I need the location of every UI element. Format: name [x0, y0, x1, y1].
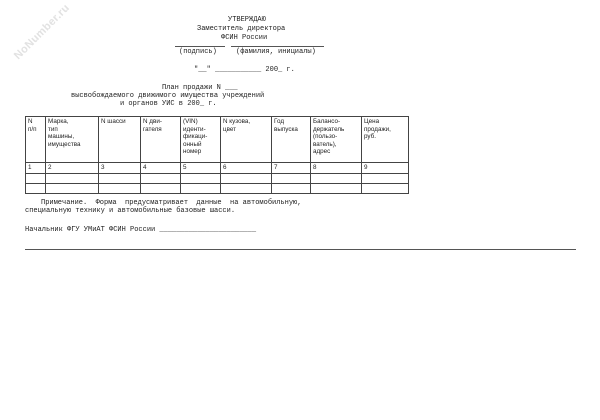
- number-cell: 3: [99, 163, 141, 174]
- table-row: [26, 173, 409, 183]
- table-cell: [221, 173, 272, 183]
- table-number-row: [26, 163, 409, 174]
- table-cell: [362, 173, 409, 183]
- plan-subtitle-2: и органов УИС в 200_ г.: [120, 100, 217, 108]
- table-cell: [99, 183, 141, 193]
- plan-subtitle: высвобождаемого движимого имущества учреждений: [71, 92, 265, 100]
- table-cell: [362, 183, 409, 193]
- header-cell: (VIN) иденти- фикаци- онный номер: [181, 117, 221, 163]
- plan-title: План продажи N ___: [162, 84, 238, 92]
- table-cell: [141, 183, 181, 193]
- note-line-1: Примечание. Форма предусматривает данные на автомобильную,: [41, 199, 302, 207]
- name-caption: (фамилия, инициалы): [236, 48, 316, 56]
- number-cell: 4: [141, 163, 181, 174]
- name-line: [231, 46, 324, 47]
- watermark: NoNumber.ru: [11, 1, 73, 63]
- table-header-row: [26, 117, 409, 163]
- approval-date: "__" ___________ 200_ г.: [194, 66, 295, 74]
- signer-line: Начальник ФГУ УМиАТ ФСИН России _______________________: [25, 226, 257, 234]
- table-cell: [99, 173, 141, 183]
- number-cell: 5: [181, 163, 221, 174]
- table-row: [26, 183, 409, 193]
- table-cell: [26, 173, 46, 183]
- number-cell: 2: [46, 163, 99, 174]
- header-cell: Цена продажи, руб.: [362, 117, 409, 163]
- table-cell: [311, 173, 362, 183]
- page-divider: [25, 249, 576, 250]
- header-cell: N кузова, цвет: [221, 117, 272, 163]
- table-cell: [272, 173, 311, 183]
- table-cell: [46, 173, 99, 183]
- table-cell: [181, 173, 221, 183]
- table-cell: [272, 183, 311, 193]
- note-line-2: специальную технику и автомобильные базовые шасси.: [25, 207, 236, 215]
- header-cell: N дви- гателя: [141, 117, 181, 163]
- header-cell: Марка, тип машины, имущества: [46, 117, 99, 163]
- approval-title: УТВЕРЖДАЮ: [228, 16, 266, 24]
- table-cell: [26, 183, 46, 193]
- number-cell: 9: [362, 163, 409, 174]
- table-cell: [221, 183, 272, 193]
- number-cell: 6: [221, 163, 272, 174]
- signature-line: [175, 46, 225, 47]
- header-cell: N шасси: [99, 117, 141, 163]
- table-cell: [46, 183, 99, 193]
- table-cell: [141, 173, 181, 183]
- sales-plan-table: [25, 116, 409, 194]
- signature-caption: (подпись): [179, 48, 217, 56]
- header-cell: Год выпуска: [272, 117, 311, 163]
- header-cell: Балансо- держатель (пользо- ватель), адрес: [311, 117, 362, 163]
- number-cell: 7: [272, 163, 311, 174]
- number-cell: 8: [311, 163, 362, 174]
- header-cell: N п/п: [26, 117, 46, 163]
- approval-org: ФСИН России: [221, 34, 268, 42]
- table-cell: [311, 183, 362, 193]
- number-cell: 1: [26, 163, 46, 174]
- approval-position: Заместитель директора: [197, 25, 286, 33]
- table-cell: [181, 183, 221, 193]
